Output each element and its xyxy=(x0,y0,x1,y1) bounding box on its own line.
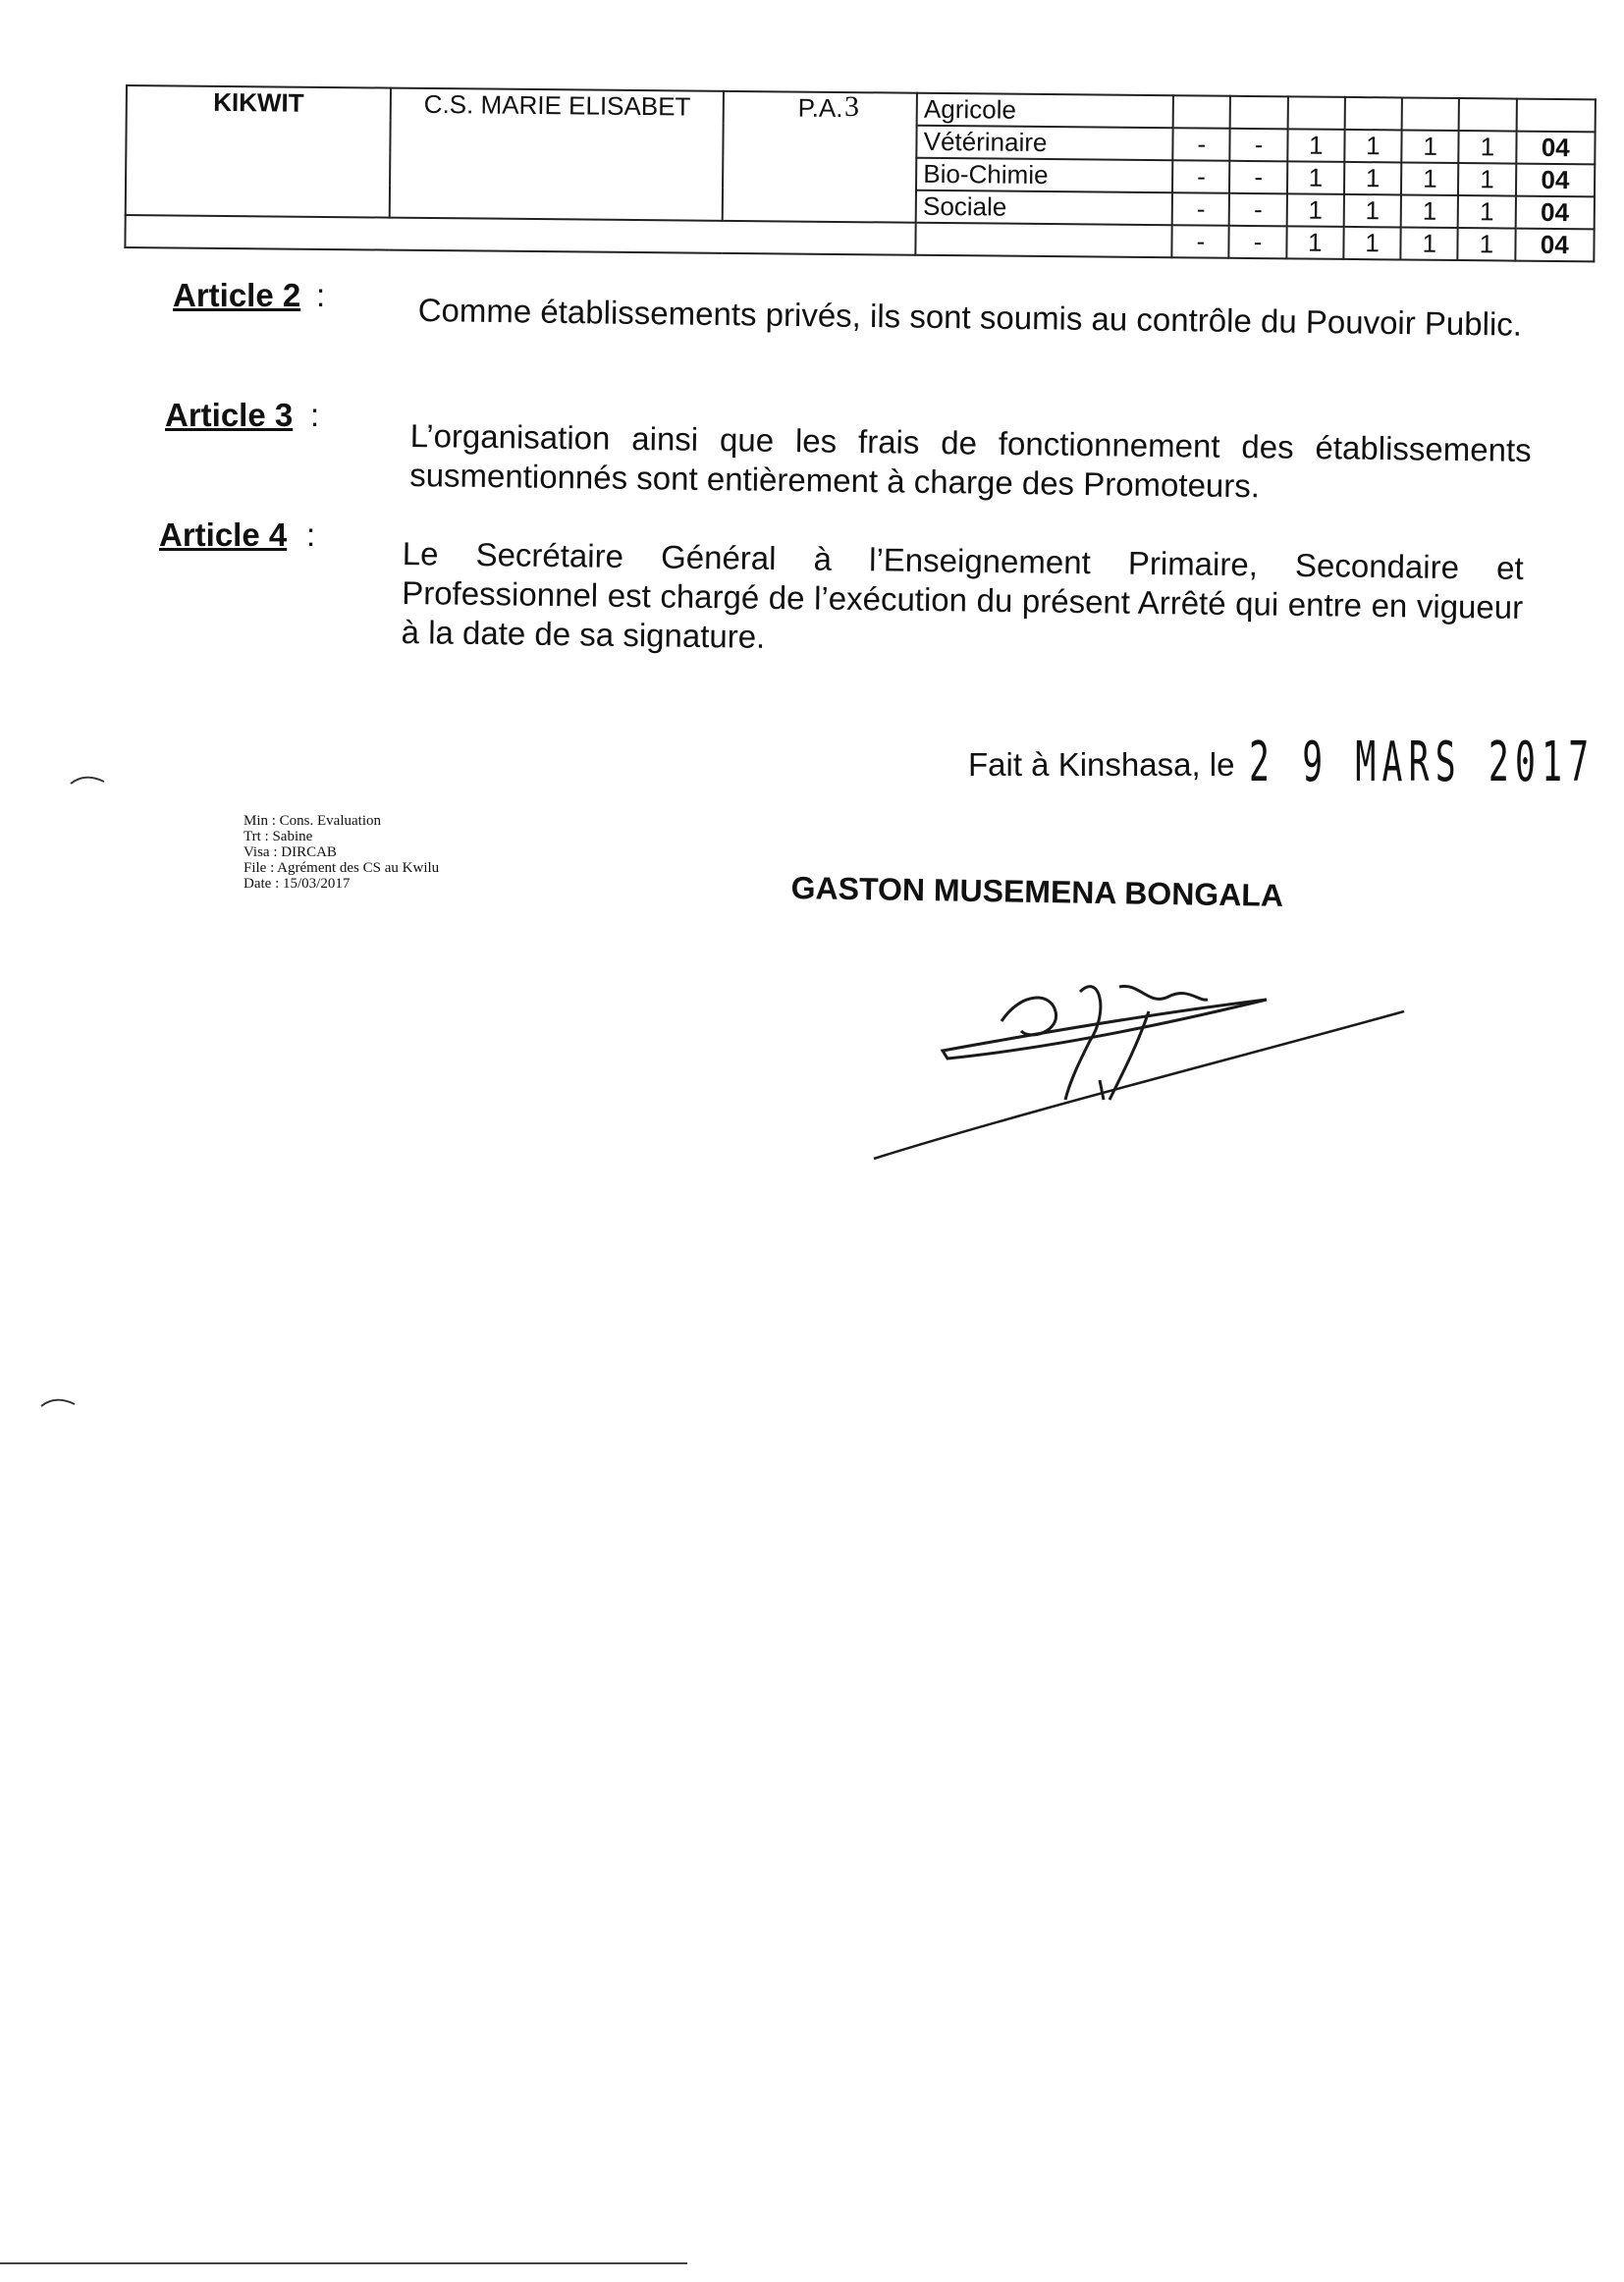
total-cell: 04 xyxy=(1516,132,1596,165)
grade-cell: 1 xyxy=(1286,226,1344,259)
article-label: Article 2 xyxy=(173,277,301,313)
grade-cell: 1 xyxy=(1401,162,1459,195)
grade-cell: 1 xyxy=(1459,131,1517,164)
article-text: Comme établissements privés, ils sont soumis au contrôle du Pouvoir Public. xyxy=(417,291,1523,343)
article-colon: : xyxy=(306,516,316,553)
article-label: Article 3 xyxy=(165,397,294,433)
grade-cell: 1 xyxy=(1287,161,1345,194)
signer-name: GASTON MUSEMENA BONGALA xyxy=(790,870,1284,913)
table-row xyxy=(127,85,1596,132)
article-label: Article 4 xyxy=(159,516,288,553)
grade-cell xyxy=(1345,97,1403,131)
date-stamp: 2 9 MARS 2017 xyxy=(1249,731,1596,794)
reference-block xyxy=(244,813,439,892)
grade-cell: - xyxy=(1173,128,1231,161)
grade-cell: - xyxy=(1229,193,1287,227)
grade-cell: 1 xyxy=(1344,130,1402,163)
grade-cell: - xyxy=(1229,226,1287,259)
blank-cell xyxy=(125,215,915,255)
reference-line: Visa : DIRCAB xyxy=(244,844,337,860)
grade-cell: 1 xyxy=(1343,227,1401,260)
closing-place: Fait à Kinshasa, le xyxy=(968,746,1235,783)
grade-cell: - xyxy=(1229,161,1287,194)
grade-cell: - xyxy=(1230,129,1288,162)
total-cell xyxy=(1516,99,1596,133)
grade-cell: 1 xyxy=(1458,163,1516,196)
grade-cell xyxy=(1173,95,1231,129)
grade-cell: 1 xyxy=(1286,193,1344,227)
article-text: Le Secrétaire Général à l’Enseignement Primaire, Secondaire et Professionnel est chargé de l’exécution du présent Arrêté qui entre en vigueur à la date de sa signature. xyxy=(401,534,1524,655)
margin-mark xyxy=(69,772,108,786)
article-colon: : xyxy=(310,397,320,433)
schools-table xyxy=(124,84,1597,262)
grade-cell: 1 xyxy=(1458,228,1516,261)
total-cell: 04 xyxy=(1515,229,1595,262)
article-colon: : xyxy=(316,277,326,313)
option-cell: Sociale xyxy=(916,190,1172,226)
option-cell: Bio-Chimie xyxy=(916,158,1172,193)
total-cell: 04 xyxy=(1516,164,1596,197)
handwritten-signature xyxy=(854,952,1443,1188)
city-cell: KIKWIT xyxy=(126,85,391,218)
option-cell: Vétérinaire xyxy=(917,126,1173,161)
grade-cell: - xyxy=(1172,160,1230,193)
margin-mark xyxy=(39,1394,79,1408)
reference-line: Date : 15/03/2017 xyxy=(244,876,351,892)
grade-cell: 1 xyxy=(1401,194,1459,228)
grade-cell: 1 xyxy=(1458,195,1516,229)
grade-cell xyxy=(1287,96,1345,130)
page-number: 3 xyxy=(844,90,859,123)
bottom-rule xyxy=(0,2258,687,2268)
reference-line: File : Agrément des CS au Kwilu xyxy=(244,860,440,876)
reference-line: Min : Cons. Evaluation xyxy=(244,813,381,829)
grade-cell: 1 xyxy=(1400,227,1458,260)
grade-cell: 1 xyxy=(1344,194,1402,228)
grade-cell: 1 xyxy=(1344,162,1402,195)
article-text: L’organisation ainsi que les frais de fonctionnement des établissements susmentionnés sont entièrement à charge des Promoteurs. xyxy=(408,416,1532,505)
school-cell: C.S. MARIE ELISABET xyxy=(390,88,725,221)
grade-cell xyxy=(1402,97,1460,131)
grade-cell: - xyxy=(1172,192,1230,226)
option-cell: Agricole xyxy=(917,93,1173,129)
grade-cell: - xyxy=(1172,225,1230,258)
regime-cell: P.A. xyxy=(723,91,917,223)
reference-line: Trt : Sabine xyxy=(244,829,313,844)
grade-cell xyxy=(1230,96,1288,130)
total-cell: 04 xyxy=(1515,196,1595,230)
grade-cell: 1 xyxy=(1287,129,1345,162)
grade-cell xyxy=(1459,98,1517,132)
grade-cell: 1 xyxy=(1401,130,1459,163)
option-cell xyxy=(916,223,1172,258)
